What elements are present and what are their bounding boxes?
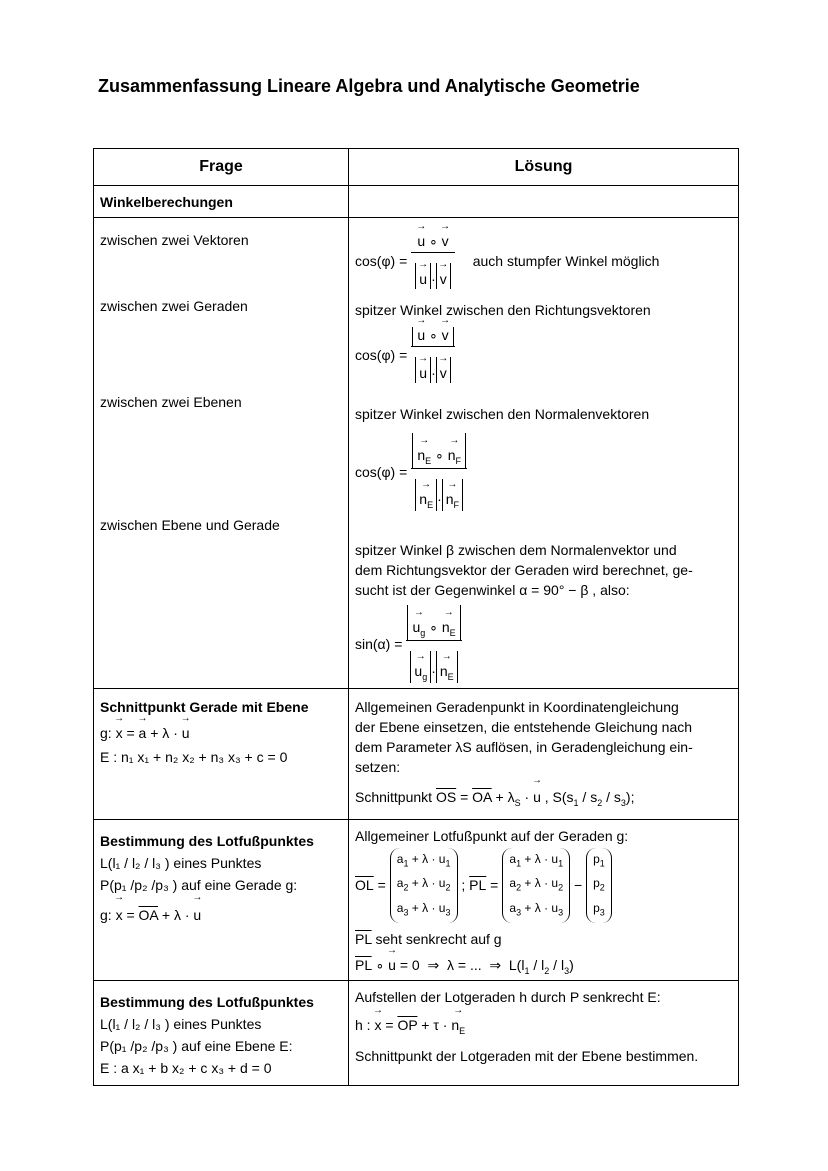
schnitt-l1: Allgemeinen Geradenpunkt in Koordinatengleichung: [355, 699, 679, 715]
lot-ebene-l1: L(l₁ / l₂ / l₃ ) eines Punktes: [100, 1015, 262, 1032]
frage-ebenen: zwischen zwei Ebenen: [100, 394, 242, 410]
text-eg-3: sucht ist der Gegenwinkel α = 90° − β , also:: [355, 582, 630, 598]
text-ebenen: spitzer Winkel zwischen den Normalenvektoren: [355, 406, 650, 422]
row-lot-gerade: [94, 819, 739, 980]
lot-gerade-l2: P(p₁ /p₂ /p₃ ) auf eine Gerade g:: [100, 876, 298, 893]
lot-gerade-head: Allgemeiner Lotfußpunkt auf der Geraden g:: [355, 827, 629, 844]
schnitt-l4: setzen:: [355, 759, 401, 775]
lot-gerade-g: g: → $x = \overline{OA} + \lambda$ · → u: [100, 904, 342, 926]
note-stumpf: auch stumpfer Winkel möglich: [472, 253, 660, 269]
row-lot-ebene: [94, 980, 739, 1085]
summary-table: [93, 148, 739, 1086]
frage-ebene-gerade: zwischen Ebene und Gerade: [100, 517, 280, 533]
lot-gerade-l1: L(l₁ / l₂ / l₃ ) eines Punktes: [100, 854, 262, 871]
title-lot-ebene: Bestimmung des Lotfußpunktes: [100, 993, 314, 1010]
formel-ebenen: cos(φ) = → $n_E$ ∘ → $n_F$ → $n_E$ · → $n_F$: [355, 422, 732, 522]
pl-senkrecht: $\overline{PL}$ seht senkrecht auf g: [355, 930, 502, 947]
lot-gerade-ergebnis: $\overline{PL}$ ∘ → u = 0 ⇒ λ = ... ⇒ $L(l_1 / l_2 / l_3)$: [355, 957, 732, 976]
lot-gerade-formel: $\overline{OL}$ = $a_1 + \lambda \cdot u_1$ $a_2 + \lambda \cdot u_2$ $a_3 + \lambda \cdot u_3$ ; $\overline{PL}$ = $a_1 + \lambda \cdot u_1$ $a_2 + \lambda \cdot u_2$ $a_3 + \lambda \cdot u_3$ − $p_1$ $p_2$ $p_3$: [355, 848, 732, 923]
header-loesung: Lösung: [349, 149, 739, 186]
lot-ebene-l2: P(p₁ /p₂ /p₃ ) auf eine Ebene E:: [100, 1037, 293, 1054]
title-lot-gerade: Bestimmung des Lotfußpunktes: [100, 832, 314, 849]
frage-geraden: zwischen zwei Geraden: [100, 298, 248, 314]
title-schnittpunkt: Schnittpunkt Gerade mit Ebene: [100, 699, 309, 715]
schnitt-l2: der Ebene einsetzen, die entstehende Gleichung nach: [355, 719, 693, 735]
text-eg-1: spitzer Winkel β zwischen dem Normalenvektor und: [355, 542, 677, 558]
schnitt-l3: dem Parameter λS auflösen, in Geradengleichung ein-: [355, 739, 693, 755]
row-winkel-group: [94, 218, 739, 689]
header-frage: Frage: [94, 149, 349, 186]
text-geraden: spitzer Winkel zwischen den Richtungsvektoren: [355, 302, 651, 318]
formel-ebene-gerade: sin(α) = → $u_g$ ∘ → $n_E$ → $u_g$ · → $n_E$: [355, 600, 732, 688]
page-title: Zusammenfassung Lineare Algebra und Analytische Geometrie: [98, 76, 640, 96]
formel-geraden: cos(φ) = → u ∘ → v → u · → v: [355, 318, 732, 392]
text-eg-2: dem Richtungsvektor der Geraden wird berechnet, ge-: [355, 562, 693, 578]
lot-ebene-l3: E : a x₁ + b x₂ + c x₃ + d = 0: [100, 1059, 272, 1076]
section-title-winkel: Winkelberechungen: [100, 193, 233, 210]
lot-ebene-r1: Aufstellen der Lotgeraden h durch P senkrecht E:: [355, 988, 661, 1005]
section-row-winkel: [94, 186, 739, 218]
lot-ebene-h: h : → $x = \overline{OP} + \tau$ · → $n_E$: [355, 1017, 732, 1036]
gerade-g: g: → x = → a + λ · → u: [100, 725, 342, 741]
row-schnittpunkt: [94, 689, 739, 820]
ebene-e: E : n₁ x₁ + n₂ x₂ + n₃ x₃ + c = 0: [100, 749, 288, 765]
header-row: [94, 149, 739, 186]
lot-ebene-r3: Schnittpunkt der Lotgeraden mit der Ebene bestimmen.: [355, 1047, 699, 1064]
frage-vektoren: zwischen zwei Vektoren: [100, 232, 249, 248]
formel-vektoren: cos(φ) = → u ∘ → v → u · → v auch stumpfer Winkel möglich: [355, 224, 732, 298]
schnittpunkt-formel: Schnittpunkt $\overline{OS} = \overline{OA} + \lambda_S$ · → u , $S(s_1 / s_2 / s_3)$;: [355, 787, 732, 813]
